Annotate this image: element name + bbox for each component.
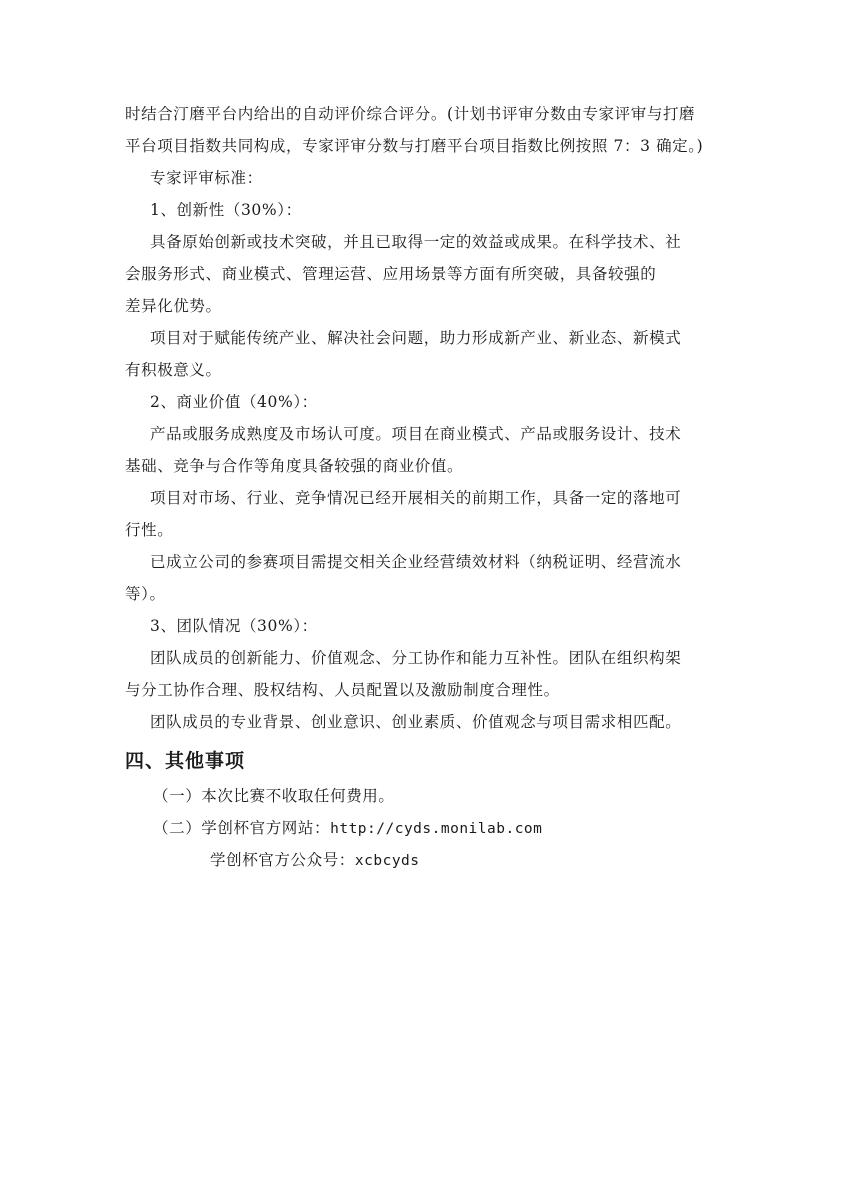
website-label: （二）学创杯官方网站： bbox=[153, 819, 331, 837]
commercial-para1-line: 产品或服务成熟度及市场认可度。项目在商业模式、产品或服务设计、技术 bbox=[150, 425, 682, 443]
commercial-para3-line: 已成立公司的参赛项目需提交相关企业经营绩效材料（纳税证明、经营流水 bbox=[150, 553, 682, 571]
criteria-title: 专家评审标准： bbox=[150, 169, 263, 187]
team-title: 3、团队情况（30%）： bbox=[150, 617, 318, 635]
commercial-para2-line: 行性。 bbox=[125, 521, 174, 539]
official-account-label: 学创杯官方公众号： bbox=[210, 851, 355, 869]
innovation-para2-line: 项目对于赋能传统产业、解决社会问题，助力形成新产业、新业态、新模式 bbox=[150, 329, 682, 347]
website-line bbox=[125, 812, 730, 844]
innovation-title: 1、创新性（30%）： bbox=[150, 201, 302, 219]
commercial-para3-line: 等）。 bbox=[125, 585, 166, 603]
official-account-line bbox=[125, 844, 730, 876]
commercial-para2-line: 项目对市场、行业、竞争情况已经开展相关的前期工作，具备一定的落地可 bbox=[150, 489, 682, 507]
body-line: 平台项目指数共同构成，专家评审分数与打磨平台项目指数比例按照 7：3 确定。) bbox=[125, 137, 704, 155]
team-para2-line: 团队成员的专业背景、创业意识、创业素质、价值观念与项目需求相匹配。 bbox=[150, 713, 682, 731]
innovation-para1-line: 具备原始创新或技术突破，并且已取得一定的效益或成果。在科学技术、社 bbox=[150, 233, 682, 251]
fee-notice: （一）本次比赛不收取任何费用。 bbox=[153, 787, 395, 805]
commercial-para1-line: 基础、竞争与合作等角度具备较强的商业价值。 bbox=[125, 457, 464, 475]
official-account-value: xcbcyds bbox=[354, 853, 420, 869]
team-para1-line: 与分工协作合理、股权结构、人员配置以及激励制度合理性。 bbox=[125, 681, 560, 699]
team-para1-line: 团队成员的创新能力、价值观念、分工协作和能力互补性。团队在组织构架 bbox=[150, 649, 682, 667]
innovation-para1-line: 会服务形式、商业模式、管理运营、应用场景等方面有所突破，具备较强的 bbox=[125, 265, 657, 283]
page-content bbox=[125, 98, 730, 876]
body-line: 时结合汀磨平台内给出的自动评价综合评分。(计划书评审分数由专家评审与打磨 bbox=[125, 105, 696, 123]
section-four-heading: 四、其他事项 bbox=[125, 750, 246, 772]
innovation-para2-line: 有积极意义。 bbox=[125, 361, 222, 379]
commercial-title: 2、商业价值（40%）： bbox=[150, 393, 318, 411]
innovation-para1-line: 差异化优势。 bbox=[125, 297, 222, 315]
website-link[interactable]: http://cyds.monilab.com bbox=[330, 821, 543, 837]
